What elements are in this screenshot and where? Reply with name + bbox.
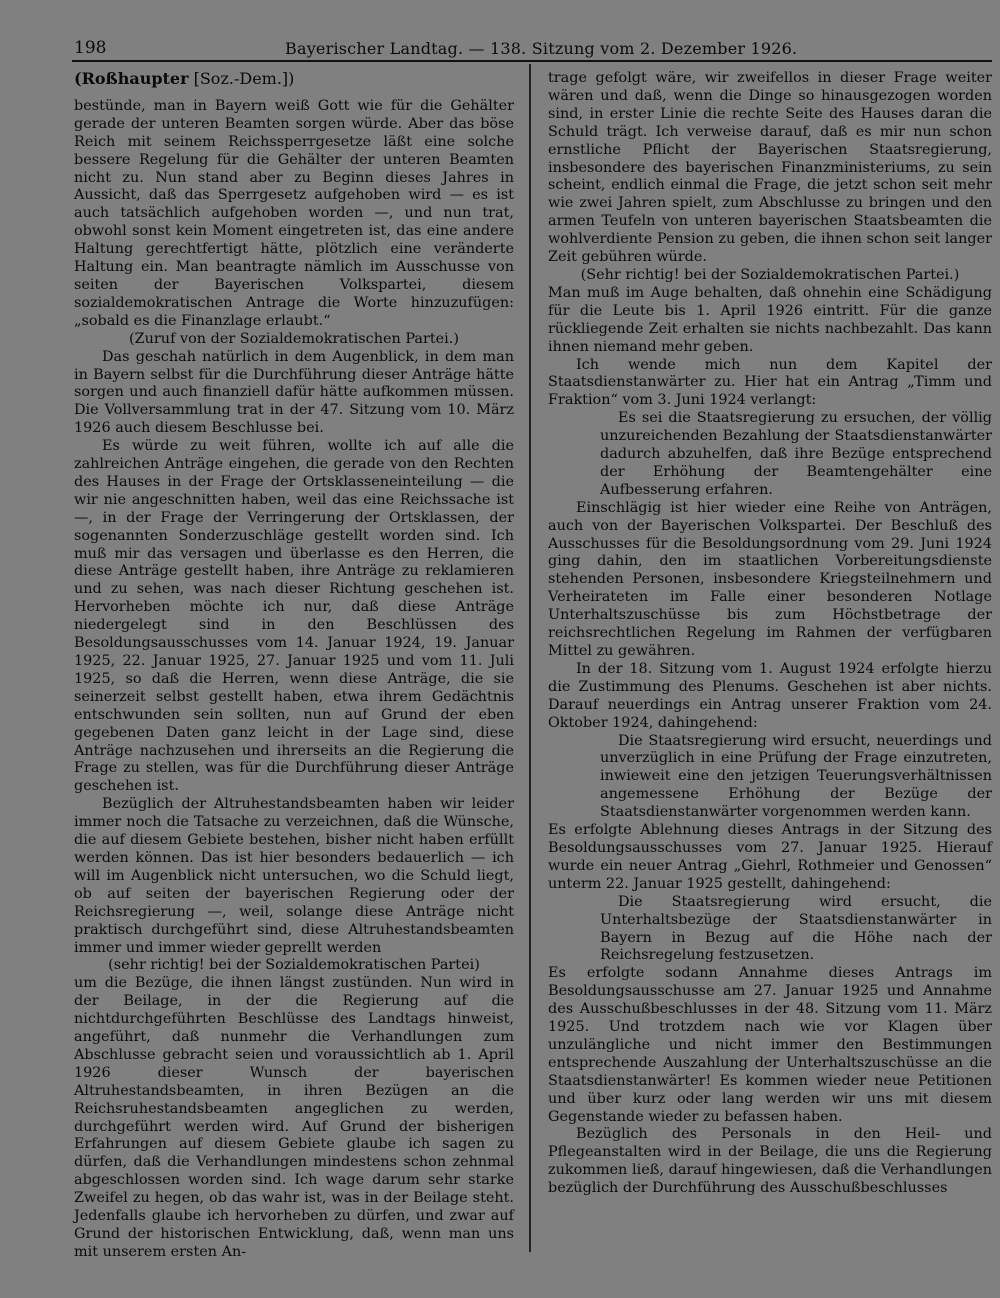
- paragraph: Man muß im Auge behalten, daß ohnehin eine Schädigung für die Leute bis 1. April 1926 eintritt. Für die ganze rückliegende Zeit erhalten sie nichts nachbezahlt. Das kann ihnen niemand mehr geben.: [548, 284, 992, 355]
- paragraph: Es würde zu weit führen, wollte ich auf alle die zahlreichen Anträge eingehen, die gerade von den Rechten des Hauses in der Frage der Ortsklasseneinteilung — die wir nie angeschnitten haben, weil das eine Reichssache ist —, in der Frage der Verringerung der Ortsklassen, der sogenannten Sonderzuschläge gestellt worden sind. Ich muß mir das versagen und überlasse es den Herren, die diese Anträge gestellt haben, ihre Anträge zu reklamieren und zu sehen, was nach dieser Richtung geschehen ist. Hervorheben möchte ich nur, daß diese Anträge niedergelegt sind in den Beschlüssen des Besoldungsausschusses vom 14. Januar 1924, 19. Januar 1925, 22. Januar 1925, 27. Januar 1925 und vom 11. Juli 1925, so daß die Herren, wenn diese Anträge, die sie seinerzeit selbst gestellt haben, etwa ihrem Gedächtnis entschwunden sein sollten, nun auf Grund der eben gegebenen Daten ganz leicht in der Lage sind, diese Anträge nachzusehen und ihrerseits an die Regierung die Frage zu stellen, was für die Durchführung dieser Anträge geschehen ist.: [74, 438, 514, 795]
- paragraph: trage gefolgt wäre, wir zweifellos in dieser Frage weiter wären und daß, wenn die Dinge so hinausgezogen worden sind, in erster Linie die rechte Seite des Hauses daran die Schuld trägt. Ich verweise darauf, daß es mir nun schon ernstliche Pflicht der Bayerischen Staatsregierung, insbesondere des bayerischen Finanzministeriums, zu sein scheint, endlich einmal die Frage, die jetzt schon seit mehr wie zwei Jahren spielt, zum Abschlusse zu bringen und den armen Teufeln von unteren bayerischen Staatsbeamten die wohlverdiente Pension zu geben, die ihnen schon seit langer Zeit gebühren würde.: [548, 70, 992, 266]
- page-number: 198: [74, 38, 107, 58]
- quoted-motion: Die Staatsregierung wird ersucht, neuerdings und unverzüglich in eine Prüfung der Frage einzutreten, inwieweit eine den jetzigen Teuerungsverhältnissen angemessene Erhöhung der Bezüge der Staatsdienstanwärter vorgenommen werden kann.: [600, 732, 992, 821]
- column-divider: [529, 64, 531, 1252]
- interjection: (Sehr richtig! bei der Sozialdemokratischen Partei.): [580, 266, 960, 283]
- speaker-party: [Soz.-Dem.]): [188, 69, 295, 88]
- page-running-title: Bayerischer Landtag. — 138. Sitzung vom 2. Dezember 1926.: [285, 39, 798, 58]
- speaker-heading: [74, 70, 514, 88]
- paragraph: um die Bezüge, die ihnen längst zustünden. Nun wird in der Beilage, in der die Regierung auf die nichtdurchgeführten Beschlüsse des Landtags hinweist, angeführt, daß nunmehr die Verhandlungen zum Abschlusse gebracht seien und voraussichtlich ab 1. April 1926 dieser Wunsch der bayerischen Altruhestandsbeamten, in ihren Bezügen an die Reichsruhestandsbeamten angeglichen zu werden, durchgeführt werden wird. Auf Grund der bisherigen Erfahrungen auf diesem Gebiete glaube ich sagen zu dürfen, daß die Verhandlungen mindestens schon zehnmal abgeschlossen worden sind. Ich wage darum sehr starke Zweifel zu hegen, ob das wahr ist, was in der Beilage steht. Jedenfalls glaube ich hervorheben zu dürfen, und zwar auf Grund der historischen Entwicklung, daß, wenn man uns mit unserem ersten An-: [74, 975, 514, 1260]
- paragraph: Bezüglich des Personals in den Heil- und Pflegeanstalten wird in der Beilage, die uns die Regierung zukommen ließ, darauf hingewiesen, daß die Verhandlungen bezüglich der Durchführung des Ausschußbeschlusses: [548, 1126, 992, 1197]
- header-rule: [72, 60, 992, 62]
- quoted-motion: Die Staatsregierung wird ersucht, die Unterhaltsbezüge der Staatsdienstanwärter in Bayern in Bezug auf die Höhe nach der Reichsregelung festzusetzen.: [600, 893, 992, 964]
- paragraph: Einschlägig ist hier wieder eine Reihe von Anträgen, auch von der Bayerischen Volkspartei. Der Beschluß des Ausschusses für die Besoldungsordnung vom 29. Juni 1924 ging dahin, den im staatlichen Vorbereitungsdienste stehenden Personen, insbesondere Kriegsteilnehmern und Verheirateten im Falle einer besonderen Notlage Unterhaltszuschüsse bis zum Höchstbetrage der reichsrechtlichen Regelung im Rahmen der verfügbaren Mittel zu gewähren.: [548, 499, 992, 659]
- paragraph: Es erfolgte Ablehnung dieses Antrags in der Sitzung des Besoldungsausschusses vom 27. Januar 1925. Hierauf wurde ein neuer Antrag „Giehrl, Rothmeier und Genossen“ unterm 22. Januar 1925 gestellt, dahingehend:: [548, 822, 992, 892]
- paragraph: In der 18. Sitzung vom 1. August 1924 erfolgte hierzu die Zustimmung des Plenums. Geschehen ist aber nichts. Darauf neuerdings ein Antrag unserer Fraktion vom 24. Oktober 1924, dahingehend:: [548, 660, 992, 731]
- interjection: (sehr richtig! bei der Sozialdemokratischen Partei): [108, 957, 480, 974]
- interjection: (Zuruf von der Sozialdemokratischen Partei.): [129, 330, 459, 347]
- paragraph: Es erfolgte sodann Annahme dieses Antrags im Besoldungsausschusse am 27. Januar 1925 und Annahme des Ausschußbeschlusses in der 48. Sitzung vom 11. März 1925. Und trotzdem nach wie vor Klagen über unzulängliche und nicht immer den Bestimmungen entsprechende Auszahlung der Unterhaltszuschüsse an die Staatsdienstanwärter! Es kommen wieder neue Petitionen und über kurz oder lang werden wir uns mit diesem Gegenstande wieder zu befassen haben.: [548, 965, 992, 1125]
- paragraph: Das geschah natürlich in dem Augenblick, in dem man in Bayern selbst für die Durchführung dieser Anträge hätte sorgen und auch finanziell dafür hätte aufkommen müssen. Die Vollversammlung trat in der 47. Sitzung vom 10. März 1926 auch diesem Beschlusse bei.: [74, 348, 514, 437]
- speaker-name: (Roßhaupter: [74, 69, 189, 88]
- paragraph: Ich wende mich nun dem Kapitel der Staatsdienstanwärter zu. Hier hat ein Antrag „Timm und Fraktion“ vom 3. Juni 1924 verlangt:: [548, 356, 992, 409]
- right-column: [548, 70, 992, 1198]
- paragraph: Bezüglich der Altruhestandsbeamten haben wir leider immer noch die Tatsache zu verzeichnen, daß die Wünsche, die auf diesem Gebiete bestehen, bisher nicht haben erfüllt werden können. Das ist hier besonders bedauerlich — ich will im Augenblick nicht untersuchen, wo die Schuld liegt, ob auf seiten der bayerischen Regierung oder der Reichsregierung —, weil, solange diese Anträge nicht praktisch durchgeführt sind, diese Altruhestandsbeamten immer und immer wieder geprellt werden: [74, 796, 514, 956]
- left-column: [74, 70, 514, 1262]
- paragraph: bestünde, man in Bayern weiß Gott wie für die Gehälter gerade der unteren Beamten sorgen würde. Aber das böse Reich mit seinem Reichssperrgesetze läßt eine solche bessere Regelung für die Gehälter der unteren Beamten nicht zu. Nun stand aber zu Beginn dieses Jahres in Aussicht, daß das Sperrgesetz aufgehoben wird — es ist auch tatsächlich aufgehoben worden —, und nun trat, obwohl sonst kein Moment eingetreten ist, das eine andere Haltung gerechtfertigt hätte, plötzlich eine veränderte Haltung ein. Man beantragte nämlich im Ausschusse von seiten der Bayerischen Volkspartei, diesem sozialdemokratischen Antrage die Worte hinzuzufügen: „sobald es die Finanzlage erlaubt.“: [74, 97, 514, 329]
- quoted-motion: Es sei die Staatsregierung zu ersuchen, der völlig unzureichenden Bezahlung der Staatsdienstanwärter dadurch abzuhelfen, daß ihre Bezüge entsprechend der Erhöhung der Beamtengehälter eine Aufbesserung erfahren.: [600, 410, 992, 498]
